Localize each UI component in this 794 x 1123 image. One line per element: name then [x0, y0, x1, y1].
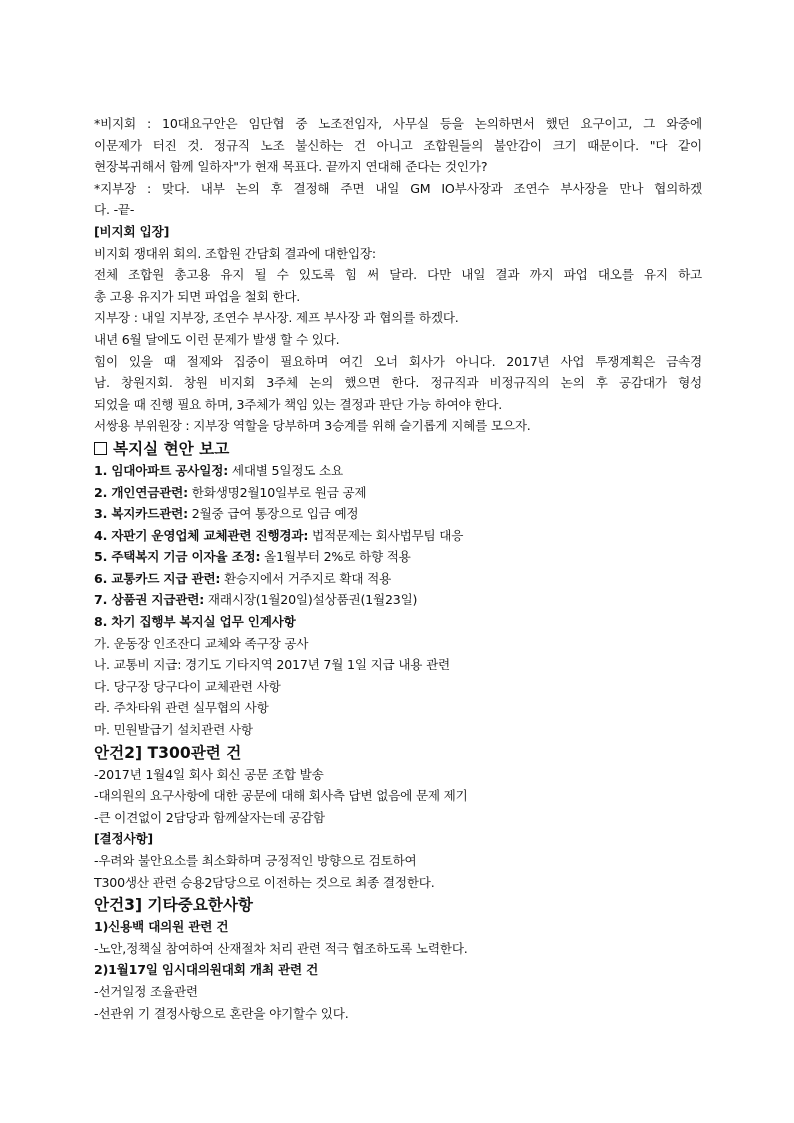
position-section — [94, 221, 702, 437]
welfare-item-label: 3. 복지카드관련: — [94, 506, 188, 522]
welfare-item-text: 재래시장(1월20일)설상품권(1월23일) — [204, 592, 418, 608]
position-line-7: 남. 창원지회. 창원 비지회 3주체 논의 했으면 한다. 정규직과 비정규직의 논의 후 공감대가 형성 — [94, 375, 702, 391]
checkbox-square-icon — [94, 442, 107, 455]
position-line-2: 전체 조합원 총고용 유지 될 수 있도록 힘 써 달라. 다만 내일 결과 까지 파업 대오를 유지 하고 — [94, 267, 702, 283]
welfare-subitem: 라. 주차타워 관련 실무협의 사항 — [94, 700, 269, 716]
decision-heading: [결정사항] — [94, 831, 153, 847]
welfare-section — [94, 438, 702, 741]
welfare-item — [94, 611, 702, 633]
agenda3-sub2-line: -선관위 기 결정사항으로 혼란을 야기할수 있다. — [94, 1005, 349, 1021]
welfare-item-label: 1. 임대아파트 공사일정: — [94, 462, 229, 478]
position-line-9: 서쌍용 부위원장 : 지부장 역할을 당부하며 3승계를 위해 슬기롭게 지혜를 모으자. — [94, 418, 531, 434]
agenda2-line: -큰 이견없이 2담당과 함께살자는데 공감함 — [94, 809, 325, 825]
position-heading: [비지회 입장] — [94, 223, 170, 239]
welfare-item-label: 2. 개인연금관련: — [94, 484, 188, 500]
position-line-6: 힘이 있을 때 절제와 집중이 필요하며 여긴 오너 회사가 아니다. 2017년 사업 투쟁계획은 금속경 — [94, 353, 702, 369]
welfare-item — [94, 589, 702, 611]
welfare-item — [94, 546, 702, 568]
welfare-item — [94, 525, 702, 547]
intro-line-2: 이문제가 터진 것. 정규직 노조 불신하는 건 아니고 조합원들의 불안감이 크기 때문이다. "다 같이 — [94, 137, 702, 153]
welfare-item-label: 7. 상품권 지급관련: — [94, 592, 205, 608]
agenda3-sub2-line: -선거일정 조율관련 — [94, 983, 198, 999]
welfare-item-text: 올1월부터 2%로 하향 적용 — [260, 549, 411, 565]
decision-line: T300생산 관련 승용2담당으로 이전하는 것으로 최종 결정한다. — [94, 874, 435, 890]
welfare-subitem: 마. 민원발급기 설치관련 사항 — [94, 722, 253, 738]
position-line-3: 총 고용 유지가 되면 파업을 철회 한다. — [94, 288, 301, 304]
welfare-item-label: 8. 차기 집행부 복지실 업무 인계사항 — [94, 614, 296, 630]
decision-line: -우려와 불안요소를 최소화하며 긍정적인 방향으로 검토하여 — [94, 853, 417, 868]
welfare-subitem: 나. 교통비 지급: 경기도 기타지역 2017년 7월 1일 지급 내용 관련 — [94, 657, 450, 673]
agenda2-section — [94, 742, 702, 894]
welfare-heading — [94, 438, 702, 460]
agenda2-line: -대의원의 요구사항에 대한 공문에 대해 회사측 답변 없음에 문제 제기 — [94, 788, 468, 804]
intro-line-1: *비지회 : 10대요구안은 임단협 중 노조전임자, 사무실 등을 논의하면서 했던 요구이고, 그 와중에 — [94, 116, 702, 131]
agenda2-heading: 안건2] T300관련 건 — [94, 743, 242, 762]
position-line-4: 지부장 : 내일 지부장, 조연수 부사장. 제프 부사장 과 협의를 하겠다. — [94, 310, 459, 326]
agenda3-sub1-heading: 1)신용백 대의원 관련 건 — [94, 919, 229, 935]
position-line-8: 되었을 때 진행 필요 하며, 3주체가 책임 있는 결정과 판단 가능 하여야 한다. — [94, 396, 503, 412]
welfare-item-text: 환승지에서 거주지로 확대 적용 — [220, 570, 392, 586]
position-line-5: 내년 6월 달에도 이런 문제가 발생 할 수 있다. — [94, 331, 340, 347]
intro-line-4: *지부장 : 맞다. 내부 논의 후 결정해 주면 내일 GM IO부사장과 조연수 부사장을 만나 협의하겠 — [94, 180, 702, 196]
welfare-item-text: 법적문제는 회사법무팀 대응 — [308, 527, 464, 543]
welfare-item — [94, 503, 702, 525]
welfare-item-text: 한화생명2월10일부로 원금 공제 — [187, 484, 367, 500]
intro-line-5: 다. -끝- — [94, 202, 135, 218]
welfare-item-label: 5. 주택복지 기금 이자율 조정: — [94, 549, 261, 565]
welfare-item-label: 6. 교통카드 지급 관련: — [94, 570, 221, 586]
intro-section — [94, 113, 702, 221]
welfare-item — [94, 568, 702, 590]
intro-line-3: 현장복귀해서 함께 일하자"가 현재 목표다. 끝까지 연대해 준다는 것인가? — [94, 159, 488, 175]
welfare-subitem: 다. 당구장 당구다이 교체관련 사항 — [94, 678, 281, 694]
agenda2-line: -2017년 1월4일 회사 회신 공문 조합 발송 — [94, 766, 324, 782]
agenda3-sub2-heading: 2)1월17일 임시대의원대회 개최 관련 건 — [94, 962, 319, 978]
agenda3-heading: 안건3] 기타중요한사항 — [94, 896, 253, 915]
agenda3-section — [94, 894, 702, 1024]
welfare-heading-text: 복지실 현안 보고 — [113, 439, 230, 458]
welfare-item — [94, 482, 702, 504]
welfare-item-text: 세대별 5일정도 소요 — [228, 462, 343, 478]
welfare-item — [94, 460, 702, 482]
document-body — [94, 113, 702, 1024]
agenda3-sub1-line: -노안,정책실 참여하여 산재절차 처리 관련 적극 협조하도록 노력한다. — [94, 940, 468, 956]
welfare-subitem: 가. 운동장 인조잔디 교체와 족구장 공사 — [94, 635, 309, 651]
position-line-1: 비지회 쟁대위 회의. 조합원 간담회 결과에 대한입장: — [94, 245, 376, 261]
welfare-item-text: 2월중 급여 통장으로 입금 예정 — [187, 506, 359, 522]
welfare-item-label: 4. 자판기 운영업체 교체관련 진행경과: — [94, 527, 309, 543]
